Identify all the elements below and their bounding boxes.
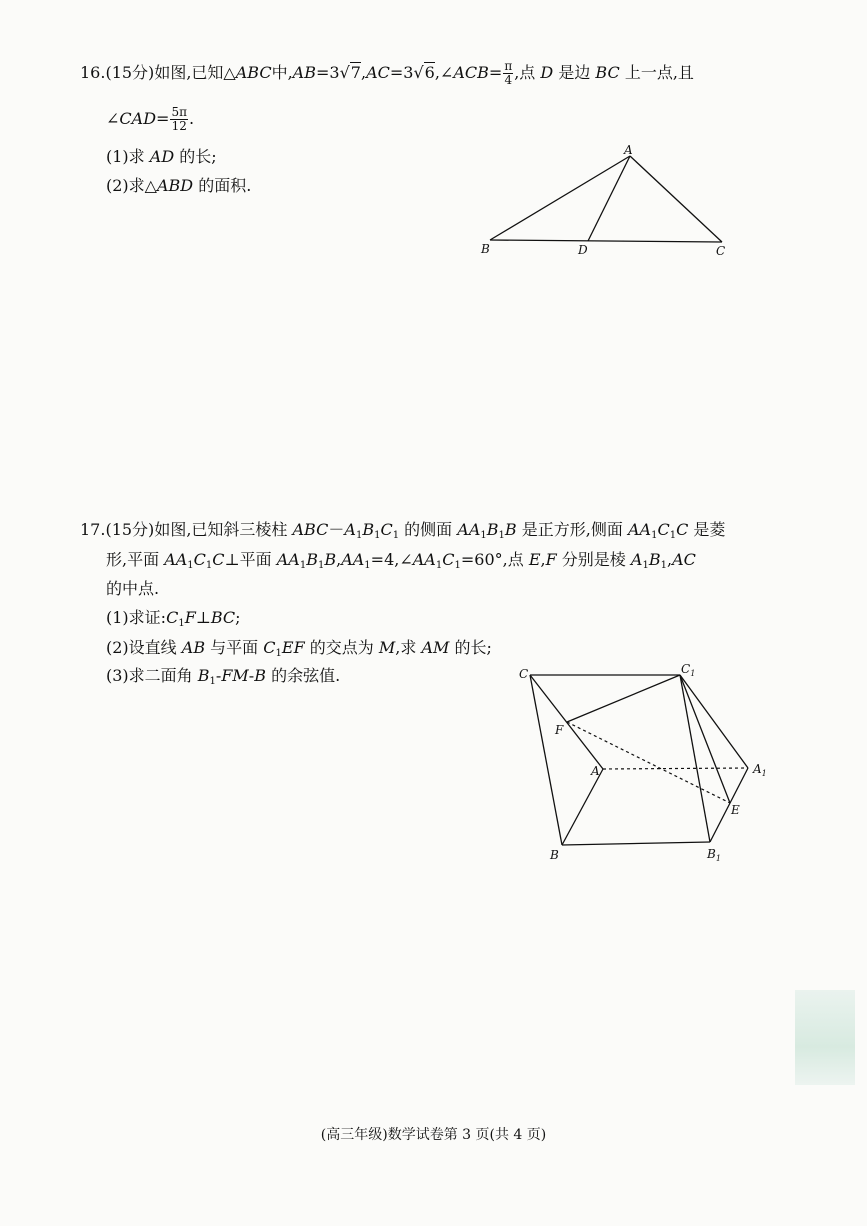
q17-line1: 17.(15分)如图,已知斜三棱柱 $ABC-A_1B_1C_1$ 的侧面 $AA_1B_1B$ 是正方形,侧面 $AA_1C_1C$ 是菱	[80, 520, 726, 541]
label-e: E	[731, 803, 740, 817]
edge-c-b	[530, 675, 562, 845]
edge-c-a	[530, 675, 603, 769]
edge-a-b	[562, 769, 603, 845]
q17-part1: (1)求证$:C_1F\perp BC$;	[106, 608, 241, 629]
scan-smudge	[795, 990, 855, 1085]
label-f: F	[555, 723, 564, 737]
label-a: A	[591, 764, 600, 778]
page-footer: (高三年级)数学试卷第 3 页(共 4 页)	[320, 1127, 547, 1143]
label-c1: $C_1$	[681, 662, 696, 678]
q16-line1: 16.(15分)如图,已知△ABC中,AB=3√7,AC=3√6,∠ACB= $\frac{\pi}{4}$ ,点 D 是边 BC 上一点,且	[80, 59, 694, 87]
side-ac	[630, 156, 722, 242]
edge-b-b1	[562, 842, 710, 845]
q16-part1: (1)求 AD 的长;	[106, 147, 217, 166]
q16-line2: ∠CAD= $\frac{5\pi}{12}$ .	[106, 105, 195, 133]
label-a1: $A_1$	[753, 762, 767, 778]
q17-part2: (2)设直线 AB 与平面 $C_1EF$ 的交点为 M,求 AM 的长;	[106, 638, 492, 659]
pi-over-4-fraction: $\frac{\pi}{4}$	[504, 59, 513, 87]
label-a: A	[624, 143, 633, 157]
triangle-figure	[470, 140, 740, 265]
side-bc	[490, 240, 722, 242]
label-b1: $B_1$	[707, 847, 721, 863]
q17-part3: (3)求二面角 $B_1-FM-B$ 的余弦值.	[106, 666, 341, 687]
edge-a-a1-hidden	[603, 768, 748, 769]
edge-c1-a1	[680, 675, 748, 768]
q17-line2: 形,平面 $AA_1C_1C\perp$平面 $AA_1B_1B,AA_1=4,\angle AA_1C_1=60^\circ$,点 E,F 分别是棱 $A_1B_1,AC$	[106, 550, 696, 571]
label-c: C	[519, 667, 529, 681]
q17-line3: 的中点.	[106, 579, 160, 598]
label-d: D	[578, 243, 588, 257]
segment-c1-f	[567, 675, 680, 722]
label-c: C	[716, 244, 726, 258]
label-b: B	[550, 848, 559, 862]
segment-c1-e	[680, 675, 730, 803]
q16-part2: (2)求△ABD 的面积.	[106, 176, 252, 195]
label-b: B	[481, 242, 490, 256]
edge-c1-b1	[680, 675, 710, 842]
edge-a1-b1	[710, 768, 748, 842]
prism-figure	[505, 655, 790, 870]
cad-fraction: $\frac{5\pi}{12}$	[171, 105, 187, 133]
